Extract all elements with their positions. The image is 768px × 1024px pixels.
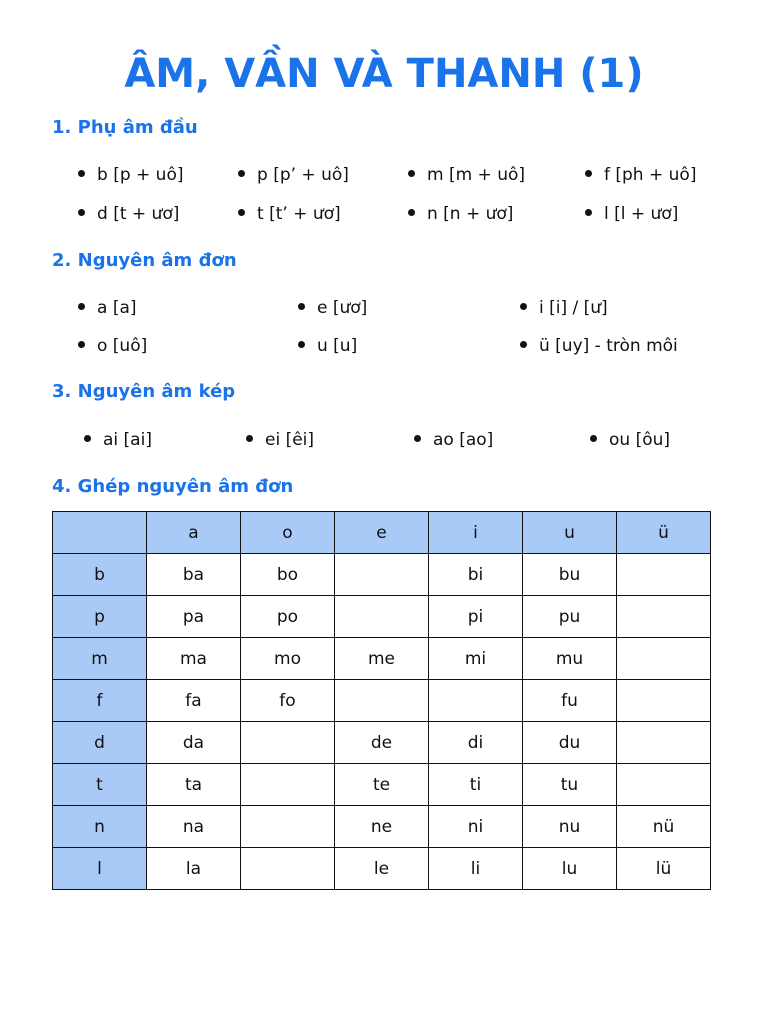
column-header: e (335, 512, 429, 554)
table-cell: lü (617, 848, 711, 890)
combination-table (52, 511, 711, 890)
table-cell: la (147, 848, 241, 890)
table-cell: da (147, 722, 241, 764)
table-cell: bo (241, 554, 335, 596)
list-item: ai [ai] (84, 428, 152, 452)
bullet-icon (238, 209, 245, 216)
section-heading-diphthongs: 3. Nguyên âm kép (52, 381, 236, 402)
row-header: n (53, 806, 147, 848)
bullet-icon (78, 341, 85, 348)
table-cell: pa (147, 596, 241, 638)
section-heading-consonants: 1. Phụ âm đầu (52, 117, 198, 138)
table-cell (617, 722, 711, 764)
list-item: a [a] (78, 296, 137, 320)
bullet-icon (520, 303, 527, 310)
table-row (53, 722, 711, 764)
row-header: t (53, 764, 147, 806)
table-cell (241, 806, 335, 848)
list-item: ao [ao] (414, 428, 493, 452)
bullet-icon (590, 435, 597, 442)
list-item: b [p + uô] (78, 163, 183, 187)
table-cell: ma (147, 638, 241, 680)
table-cell: ta (147, 764, 241, 806)
column-header: i (429, 512, 523, 554)
bullet-icon (408, 170, 415, 177)
column-header: o (241, 512, 335, 554)
table-cell (617, 680, 711, 722)
table-cell: bi (429, 554, 523, 596)
list-item: p [p’ + uô] (238, 163, 349, 187)
row-header: m (53, 638, 147, 680)
table-row (53, 764, 711, 806)
table-cell: te (335, 764, 429, 806)
table-cell: bu (523, 554, 617, 596)
bullet-icon (520, 341, 527, 348)
table-cell: li (429, 848, 523, 890)
bullet-icon (585, 170, 592, 177)
table-cell: na (147, 806, 241, 848)
table-cell: ti (429, 764, 523, 806)
consonant-row-2 (0, 202, 768, 226)
table-cell: po (241, 596, 335, 638)
column-header: u (523, 512, 617, 554)
table-cell: nü (617, 806, 711, 848)
table-cell: mi (429, 638, 523, 680)
table-cell: pu (523, 596, 617, 638)
table-cell (241, 722, 335, 764)
table-cell: di (429, 722, 523, 764)
bullet-icon (585, 209, 592, 216)
row-header: p (53, 596, 147, 638)
table-header-row (53, 512, 711, 554)
table-cell: fa (147, 680, 241, 722)
table-cell: lu (523, 848, 617, 890)
table-cell (335, 554, 429, 596)
table-row (53, 806, 711, 848)
table-row (53, 638, 711, 680)
table-cell (617, 596, 711, 638)
table-cell (429, 680, 523, 722)
table-cell: pi (429, 596, 523, 638)
list-item: d [t + ươ] (78, 202, 179, 226)
list-item: n [n + ươ] (408, 202, 513, 226)
table-cell: me (335, 638, 429, 680)
list-item: ü [uy] - tròn môi (520, 334, 678, 358)
bullet-icon (246, 435, 253, 442)
table-cell (617, 638, 711, 680)
bullet-icon (78, 303, 85, 310)
table-cell: fu (523, 680, 617, 722)
bullet-icon (298, 303, 305, 310)
list-item: ei [êi] (246, 428, 314, 452)
list-item: f [ph + uô] (585, 163, 696, 187)
bullet-icon (414, 435, 421, 442)
table-cell: fo (241, 680, 335, 722)
page-title: ÂM, VẦN VÀ THANH (1) (124, 51, 644, 97)
table-cell: le (335, 848, 429, 890)
row-header: b (53, 554, 147, 596)
section-heading-single-vowels: 2. Nguyên âm đơn (52, 250, 237, 271)
column-header: a (147, 512, 241, 554)
table-cell (241, 848, 335, 890)
list-item: l [l + ươ] (585, 202, 678, 226)
list-item: e [ươ] (298, 296, 367, 320)
bullet-icon (78, 209, 85, 216)
table-cell (617, 554, 711, 596)
table-row (53, 554, 711, 596)
table-corner-cell (53, 512, 147, 554)
table-row (53, 848, 711, 890)
row-header: d (53, 722, 147, 764)
bullet-icon (84, 435, 91, 442)
diphthong-row (0, 428, 768, 452)
section-heading-combinations: 4. Ghép nguyên âm đơn (52, 476, 294, 497)
table-cell: de (335, 722, 429, 764)
list-item: o [uô] (78, 334, 147, 358)
table-cell: ne (335, 806, 429, 848)
list-item: i [i] / [ư] (520, 296, 608, 320)
row-header: l (53, 848, 147, 890)
list-item: t [t’ + ươ] (238, 202, 341, 226)
table-cell: ni (429, 806, 523, 848)
consonant-row-1 (0, 163, 768, 187)
column-header: ü (617, 512, 711, 554)
list-item: u [u] (298, 334, 357, 358)
table-cell (335, 596, 429, 638)
table-cell (241, 764, 335, 806)
single-vowel-row-2 (0, 334, 768, 358)
table-cell: mo (241, 638, 335, 680)
bullet-icon (298, 341, 305, 348)
table-cell: nu (523, 806, 617, 848)
bullet-icon (238, 170, 245, 177)
table-cell (335, 680, 429, 722)
bullet-icon (78, 170, 85, 177)
table-cell: mu (523, 638, 617, 680)
list-item: ou [ôu] (590, 428, 670, 452)
table-cell: ba (147, 554, 241, 596)
table-row (53, 596, 711, 638)
bullet-icon (408, 209, 415, 216)
single-vowel-row-1 (0, 296, 768, 320)
list-item: m [m + uô] (408, 163, 525, 187)
row-header: f (53, 680, 147, 722)
table-cell (617, 764, 711, 806)
table-cell: du (523, 722, 617, 764)
table-cell: tu (523, 764, 617, 806)
table-row (53, 680, 711, 722)
